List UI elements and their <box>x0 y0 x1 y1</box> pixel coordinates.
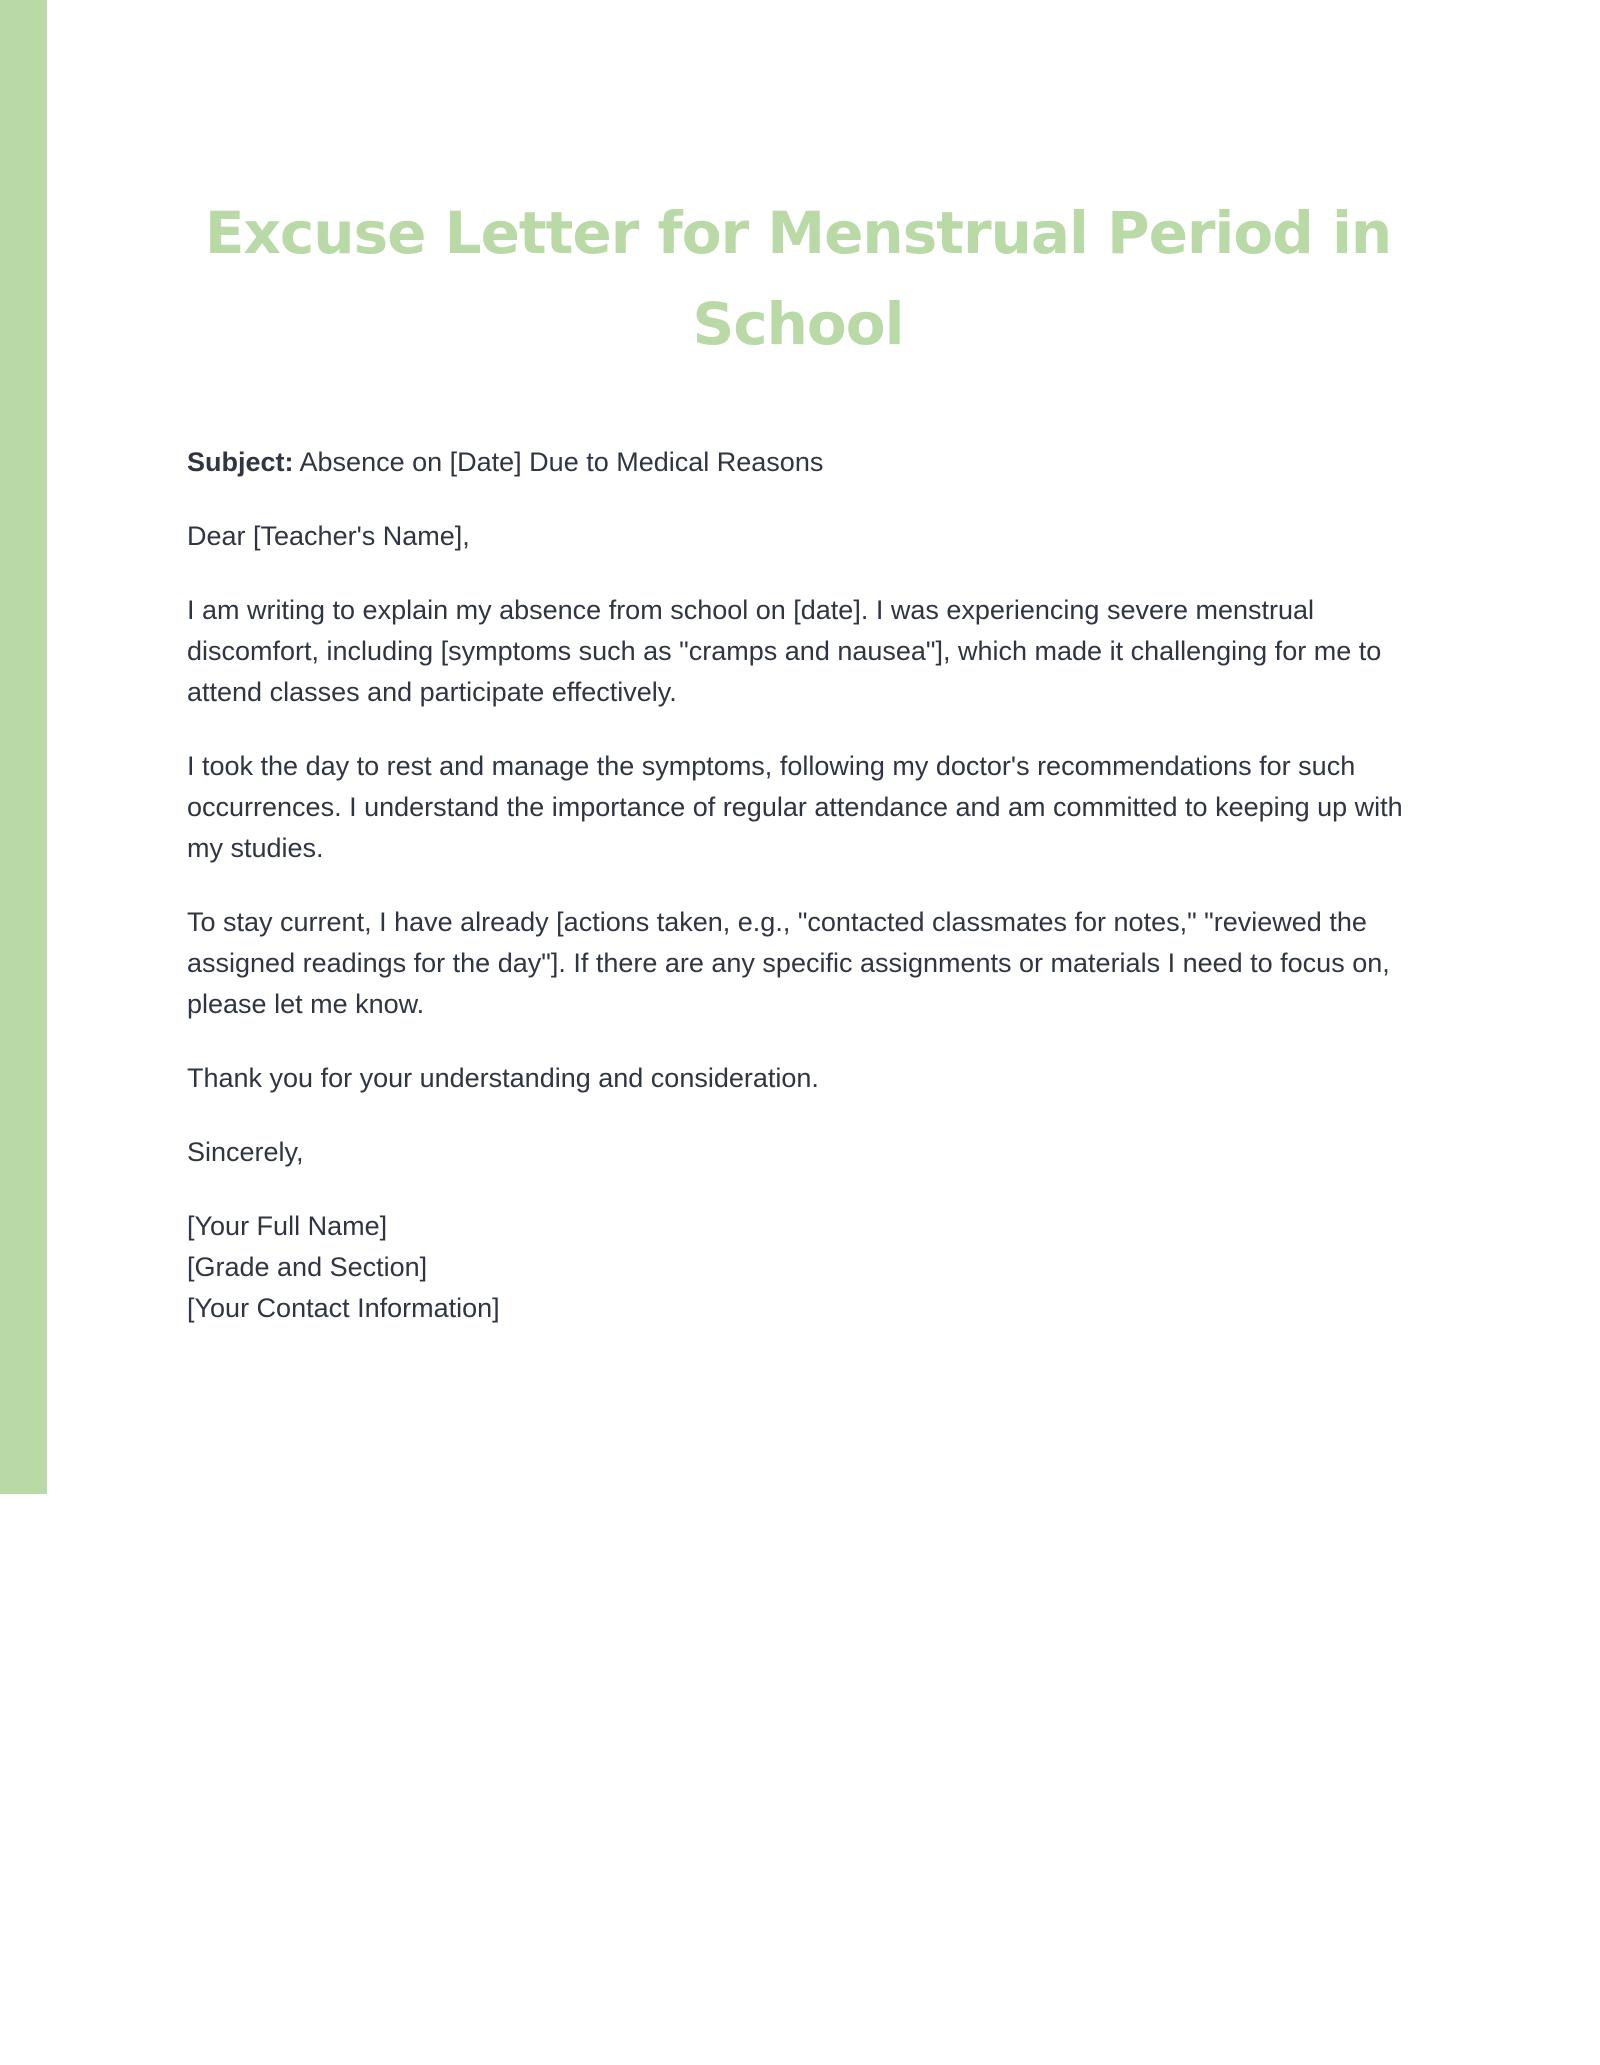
paragraph-explanation: I am writing to explain my absence from school on [date]. I was experiencing severe menstrual discomfort, including [symptoms such as "cramps and nausea"], which made it challenging for me to attend classes and participate effectively. <box>187 595 1382 707</box>
subject-label: Subject: <box>187 447 294 477</box>
signature-contact: [Your Contact Information] <box>187 1293 500 1323</box>
closing: Sincerely, <box>187 1137 304 1167</box>
left-accent-bar <box>0 0 47 1494</box>
paragraph-actions: To stay current, I have already [actions taken, e.g., "contacted classmates for notes," "reviewed the assigned readings for the day"]. If there are any specific assignments or materials I need to focus on, please let me know. <box>187 907 1390 1019</box>
page-title: Excuse Letter for Menstrual Period in School <box>204 199 1392 358</box>
paragraph-thanks: Thank you for your understanding and consideration. <box>187 1063 819 1093</box>
signature-name: [Your Full Name] <box>187 1211 388 1241</box>
salutation: Dear [Teacher's Name], <box>187 521 470 551</box>
signature-block <box>187 1206 1417 1329</box>
signature-grade-section: [Grade and Section] <box>187 1252 428 1282</box>
subject-text: Absence on [Date] Due to Medical Reasons <box>299 447 824 477</box>
subject-line <box>187 442 1417 483</box>
paragraph-rest: I took the day to rest and manage the symptoms, following my doctor's recommendations for such occurrences. I understand the importance of regular attendance and am committed to keeping up with my studies. <box>187 751 1403 863</box>
letter-body <box>187 442 1417 1362</box>
